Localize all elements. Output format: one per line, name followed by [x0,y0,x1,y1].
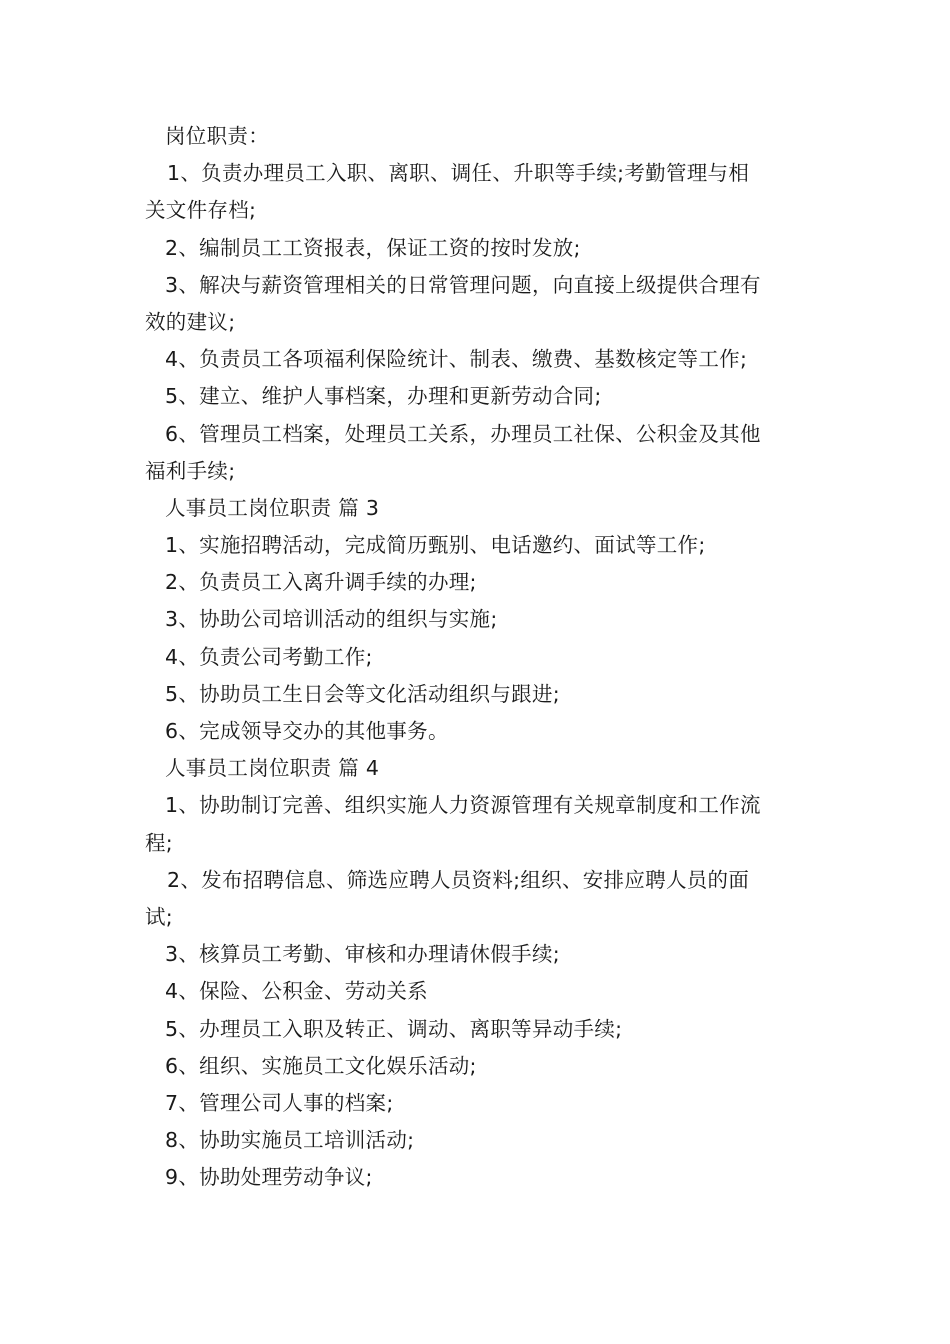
paragraph: 4、保险、公积金、劳动关系 [165,979,428,1004]
paragraph-continuation: 效的建议; [145,309,236,334]
paragraph-heading: 岗位职责： [165,124,269,148]
paragraph: 5、协助员工生日会等文化活动组织与跟进; [165,681,560,706]
paragraph: 3、协助公司培训活动的组织与实施; [165,607,498,632]
paragraph: 2、发布招聘信息、筛选应聘人员资料;组织、安排应聘人员的面 [167,867,750,892]
paragraph: 6、组织、实施员工文化娱乐活动; [165,1053,477,1078]
paragraph-continuation: 试; [145,904,174,929]
paragraph: 4、负责公司考勤工作; [165,644,373,669]
paragraph-continuation: 福利手续; [145,458,236,483]
paragraph: 1、负责办理员工入职、离职、调任、升职等手续;考勤管理与相 [167,161,750,186]
paragraph: 3、解决与薪资管理相关的日常管理问题，向直接上级提供合理有 [165,272,761,297]
paragraph: 6、完成领导交办的其他事务。 [165,719,449,743]
paragraph: 1、协助制订完善、组织实施人力资源管理有关规章制度和工作流 [165,793,761,818]
paragraph: 5、办理员工入职及转正、调动、离职等异动手续; [165,1016,623,1041]
document-body [145,118,813,1196]
paragraph: 4、负责员工各项福利保险统计、制表、缴费、基数核定等工作; [165,347,748,372]
section-heading: 人事员工岗位职责 篇 3 [165,495,380,520]
paragraph: 2、负责员工入离升调手续的办理; [165,570,477,595]
paragraph: 9、协助处理劳动争议; [165,1165,373,1190]
paragraph: 3、核算员工考勤、审核和办理请休假手续; [165,942,560,967]
paragraph: 8、协助实施员工培训活动; [165,1128,415,1153]
paragraph: 6、管理员工档案，处理员工关系，办理员工社保、公积金及其他 [165,421,761,446]
paragraph: 1、实施招聘活动，完成简历甄别、电话邀约、面试等工作; [165,533,706,558]
section-heading: 人事员工岗位职责 篇 4 [165,756,380,781]
paragraph-continuation: 程; [145,830,174,855]
paragraph: 5、建立、维护人事档案，办理和更新劳动合同; [165,384,602,409]
paragraph: 7、管理公司人事的档案; [165,1090,394,1115]
paragraph: 2、编制员工工资报表，保证工资的按时发放; [165,235,581,260]
paragraph-continuation: 关文件存档; [145,198,257,223]
